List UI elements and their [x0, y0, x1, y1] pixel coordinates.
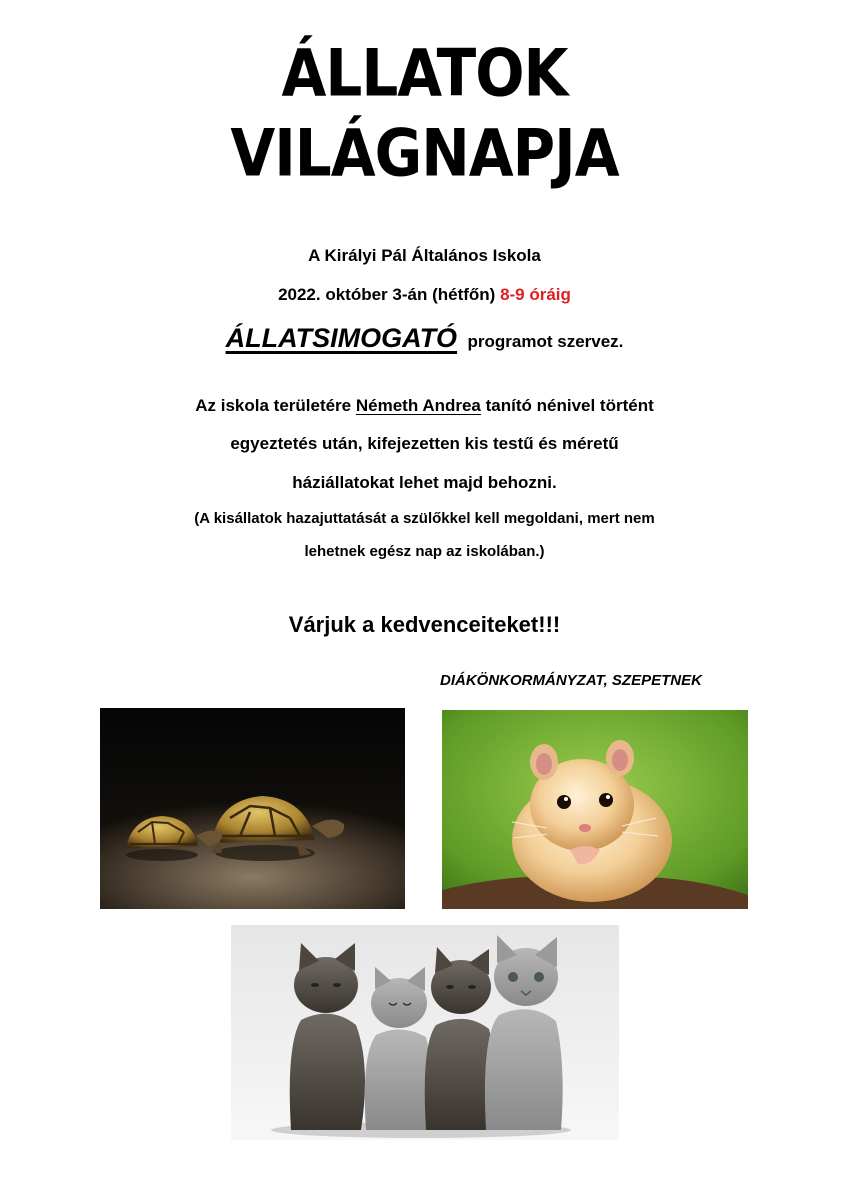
closing-line: Várjuk a kedvenceiteket!!!: [288, 612, 561, 637]
program-name: ÁLLATSIMOGATÓ: [225, 323, 458, 353]
details-line-1-before: Az iskola területére: [195, 396, 352, 415]
event-time: 8-9 óráig: [500, 285, 571, 304]
program-line: [0, 323, 849, 354]
program-suffix: programot szervez.: [467, 332, 624, 351]
note-line-1: (A kisállatok hazajuttatását a szülőkkel kell megoldani, mert nem: [194, 510, 655, 527]
event-date: 2022. október 3-án (hétfőn): [278, 285, 496, 304]
title-line-1: ÁLLATOK: [281, 34, 568, 112]
details-line-2: egyeztetés után, kifejezetten kis testű és méretű: [230, 434, 619, 453]
note-line-2: lehetnek egész nap az iskolában.): [304, 543, 545, 560]
title-line-2: VILÁGNAPJA: [230, 114, 619, 192]
hamster-photo: [442, 710, 748, 909]
details-line-1: [0, 396, 849, 416]
details-line-3: háziállatokat lehet majd behozni.: [292, 473, 557, 492]
kittens-photo: [231, 925, 619, 1140]
signature: DIÁKÖNKORMÁNYZAT, SZEPETNEK: [440, 672, 702, 689]
details-line-1-after: tanító nénivel történt: [485, 396, 654, 415]
date-line: [0, 285, 849, 305]
school-line: A Királyi Pál Általános Iskola: [308, 246, 541, 265]
teacher-name: Németh Andrea: [355, 396, 481, 415]
turtles-photo: [100, 708, 405, 909]
